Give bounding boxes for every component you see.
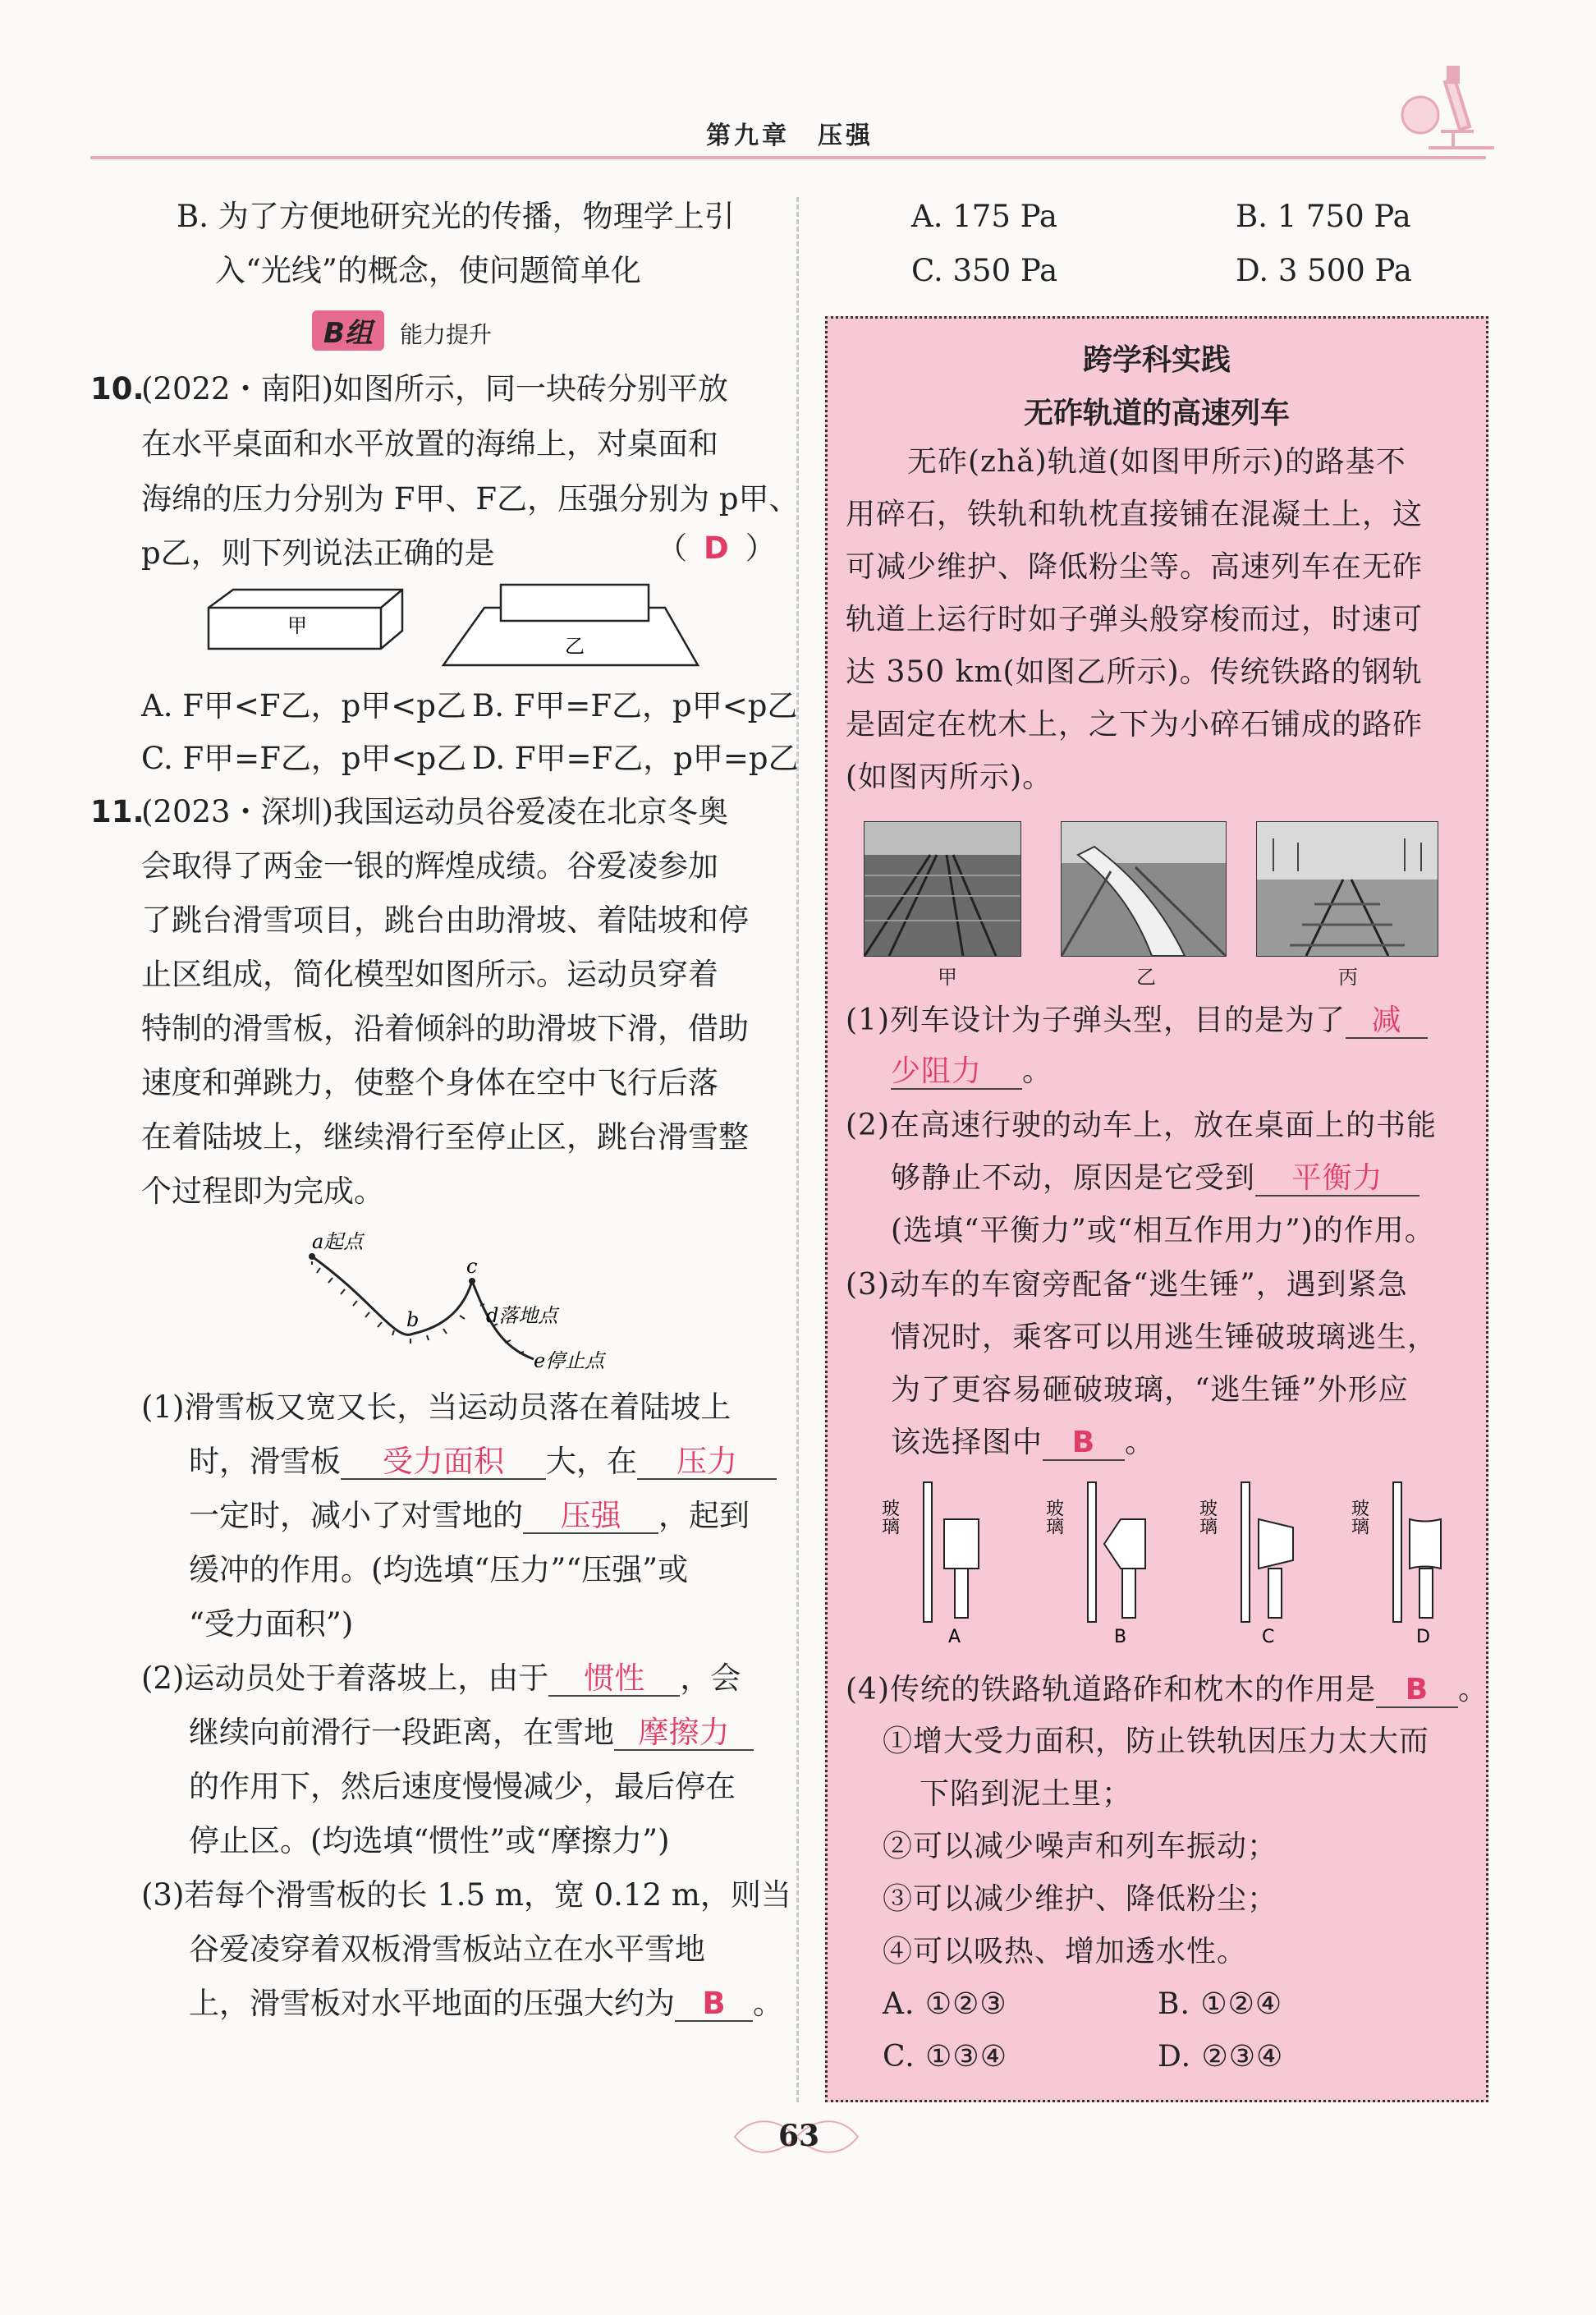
glass-label-d: 玻璃 (1348, 1499, 1369, 1535)
q11-1-line5: “受力面积”) (189, 1606, 354, 1642)
fig-label-yi: 乙 (565, 635, 585, 658)
q11-3-line1: (3)若每个滑雪板的长 1.5 m，宽 0.12 m，则当 (141, 1877, 791, 1913)
panel-q2-line2 (891, 1160, 1419, 1197)
q11-1-line2 (189, 1442, 777, 1481)
photo-caption: 丙 (1338, 966, 1358, 989)
q11-2-line2 (189, 1713, 754, 1752)
panel-q3-line2: 情况时，乘客可以用逃生锤破玻璃逃生， (891, 1321, 1438, 1354)
panel-subtitle: 无砟轨道的高速列车 (1023, 397, 1290, 430)
text: 时，滑雪板 (189, 1444, 341, 1479)
q11-line: 在着陆坡上，继续滑行至停止区，跳台滑雪整 (141, 1119, 749, 1155)
panel-q3-line4 (891, 1424, 1155, 1462)
q11-3-option-d: D. 3 500 Pa (1236, 253, 1412, 288)
paren-close: ） (745, 531, 776, 566)
photo-caption: 乙 (1136, 966, 1156, 989)
group-subtitle: 能力提升 (400, 321, 493, 348)
text: (4)传统的铁路轨道路砟和枕木的作用是 (846, 1673, 1376, 1706)
photo-caption: 甲 (938, 966, 957, 989)
glass-label-a: 玻璃 (878, 1499, 900, 1535)
q10-number: 10. (90, 371, 144, 407)
q11-2-line3: 的作用下，然后速度慢慢减少，最后停在 (189, 1769, 736, 1804)
q11-1-line1: (1)滑雪板又宽又长，当运动员落在着陆坡上 (141, 1389, 732, 1425)
panel-q4-line1 (846, 1671, 1488, 1709)
q10-answer-paren (657, 529, 776, 568)
q10-line: 海绵的压力分别为 F甲、F乙，压强分别为 p甲、 (141, 481, 800, 517)
intro-line: 用碎石，铁轨和轨枕直接铺在混凝土上，这 (846, 498, 1424, 531)
panel-q4-item: 下陷到泥土里； (920, 1777, 1133, 1811)
answer-blank: 少阻力 (891, 1055, 1022, 1090)
q10-option-d: D. F甲=F乙，p甲=p乙 (472, 741, 799, 776)
panel-title: 跨学科实践 (1082, 343, 1231, 377)
q11-line: 特制的滑雪板，沿着倾斜的助滑坡下滑，借助 (141, 1011, 749, 1046)
panel-q4-item: ④可以吸热、增加透水性。 (883, 1935, 1248, 1968)
panel-q4-item: ①增大受力面积，防止铁轨因压力太大而 (883, 1725, 1430, 1758)
q11-2-line1 (141, 1659, 741, 1698)
text: ，起到 (658, 1498, 750, 1533)
text: (2)运动员处于着落坡上，由于 (141, 1660, 549, 1696)
answer-blank: 减 (1346, 1004, 1428, 1039)
ballastless-track-photo (864, 821, 1021, 957)
panel-q1-line2 (891, 1053, 1053, 1091)
panel-q2-line3: (选填“平衡力”或“相互作用力”)的作用。 (891, 1214, 1435, 1247)
q11-line: 速度和弹跳力，使整个身体在空中飞行后落 (141, 1065, 718, 1100)
q11-3-option-c: C. 350 Pa (911, 253, 1058, 288)
q11-line: (2023・深圳)我国运动员谷爱凌在北京冬奥 (141, 794, 729, 829)
q11-2-line4: 停止区。(均选填“惯性”或“摩擦力”) (189, 1823, 670, 1858)
text: 上，滑雪板对水平地面的压强大约为 (189, 1986, 675, 2021)
label-d: d落地点 (486, 1304, 558, 1327)
intro-line: 可减少维护、降低粉尘等。高速列车在无砟 (846, 550, 1424, 584)
text: 该选择图中 (891, 1426, 1043, 1459)
q11-line: 个过程即为完成。 (141, 1174, 384, 1209)
hammer-label-b: B (1114, 1627, 1127, 1647)
q10-option-c: C. F甲=F乙，p甲<p乙 (141, 741, 467, 776)
label-e: e停止点 (534, 1349, 605, 1372)
text: (1)列车设计为子弹头型，目的是为了 (846, 1004, 1346, 1037)
text: 。 (1125, 1426, 1156, 1459)
panel-q4-option-a: A. ①②③ (883, 1987, 1007, 2021)
answer-blank: 惯性 (548, 1662, 680, 1697)
page-header-title: 第九章 压强 (706, 122, 874, 150)
glass-label-c: 玻璃 (1196, 1499, 1218, 1535)
text: 一定时，减小了对雪地的 (189, 1498, 523, 1533)
label-b: b (406, 1308, 420, 1331)
ballast-track-photo (1256, 821, 1438, 957)
intro-line: (如图丙所示)。 (846, 760, 1053, 794)
group-tag: B组 (312, 310, 384, 351)
fig-label-jia: 甲 (287, 614, 307, 637)
panel-q2-line1: (2)在高速行驶的动车上，放在桌面上的书能 (846, 1109, 1437, 1142)
q11-3-line2: 谷爱凌穿着双板滑雪板站立在水平雪地 (189, 1931, 705, 1967)
panel-q4-option-c: C. ①③④ (883, 2040, 1007, 2074)
glass-label-b: 玻璃 (1043, 1499, 1064, 1535)
header-rule (90, 156, 1486, 159)
hammer-options-figure (878, 1474, 1474, 1655)
intro-line: 达 350 km(如图乙所示)。传统铁路的钢轨 (846, 655, 1423, 689)
hammer-label-c: C (1262, 1627, 1275, 1647)
bullet-train-photo (1061, 821, 1227, 957)
text: 。 (1458, 1673, 1489, 1706)
intro-line: 是固定在枕木上，之下为小碎石铺成的路砟 (846, 708, 1424, 742)
text: ，会 (680, 1660, 741, 1696)
page-number: 63 (778, 2119, 820, 2153)
answer-blank: 平衡力 (1255, 1162, 1419, 1197)
group-b-heading (312, 310, 493, 350)
q11-line: 止区组成，简化模型如图所示。运动员穿着 (141, 957, 718, 992)
answer-blank: 受力面积 (341, 1445, 546, 1480)
panel-q4-item: ③可以减少维护、降低粉尘； (883, 1882, 1278, 1916)
hammer-label-a: A (948, 1627, 961, 1647)
option-b-line1: B. 为了方便地研究光的传播，物理学上引 (177, 199, 735, 234)
label-a: a起点 (312, 1230, 364, 1253)
answer-blank: B (1376, 1674, 1458, 1708)
q11-number: 11. (90, 794, 144, 829)
q11-3-line3 (189, 1984, 783, 2023)
q10-option-b: B. F甲=F乙，p甲<p乙 (472, 688, 798, 723)
panel-q4-option-b: B. ①②④ (1158, 1987, 1283, 2021)
label-c: c (466, 1255, 478, 1278)
q11-3-option-a: A. 175 Pa (911, 199, 1057, 234)
panel-q4-option-d: D. ②③④ (1158, 2040, 1284, 2074)
q11-1-line3 (189, 1496, 750, 1536)
answer-blank: B (675, 1987, 753, 2022)
q10-option-a: A. F甲<F乙，p甲<p乙 (141, 688, 466, 723)
q11-line: 会取得了两金一银的辉煌成绩。谷爱凌参加 (141, 848, 718, 884)
q11-3-option-b: B. 1 750 Pa (1236, 199, 1411, 234)
q11-line: 了跳台滑雪项目，跳台由助滑坡、着陆坡和停 (141, 903, 749, 938)
text: 继续向前滑行一段距离，在雪地 (189, 1715, 614, 1750)
intro-line: 无砟(zhǎ)轨道(如图甲所示)的路基不 (907, 445, 1406, 479)
text: 够静止不动，原因是它受到 (891, 1161, 1256, 1195)
brick-figure (205, 575, 714, 682)
panel-q1-line1 (846, 1002, 1428, 1040)
q10-line: p乙，则下列说法正确的是 (141, 535, 495, 571)
answer-blank: 压强 (523, 1500, 658, 1534)
hammer-label-d: D (1416, 1627, 1430, 1647)
q10-answer: D (704, 531, 729, 566)
text: 。 (1022, 1054, 1053, 1088)
paren-open: （ (657, 531, 687, 566)
answer-blank: B (1043, 1426, 1125, 1461)
q10-line: (2022・南阳)如图所示，同一块砖分别平放 (141, 371, 729, 407)
panel-q3-line3: 为了更容易砸破玻璃，“逃生锤”外形应 (891, 1373, 1409, 1407)
option-b-line2: 入“光线”的概念，使问题简单化 (215, 253, 641, 288)
ski-jump-figure (296, 1224, 640, 1380)
q11-1-line4: 缓冲的作用。(均选填“压力”“压强”或 (189, 1552, 689, 1587)
panel-q4-item: ②可以减少噪声和列车振动； (883, 1830, 1278, 1863)
panel-q3-line1: (3)动车的车窗旁配备“逃生锤”，遇到紧急 (846, 1268, 1408, 1302)
intro-line: 轨道上运行时如子弹头般穿梭而过，时速可 (846, 603, 1424, 636)
microscope-icon (1396, 57, 1502, 156)
answer-blank: 压力 (637, 1445, 777, 1480)
text: 大，在 (546, 1444, 637, 1479)
text: 。 (753, 1986, 783, 2021)
answer-blank: 摩擦力 (614, 1716, 754, 1751)
q10-line: 在水平桌面和水平放置的海绵上，对桌面和 (141, 426, 718, 462)
